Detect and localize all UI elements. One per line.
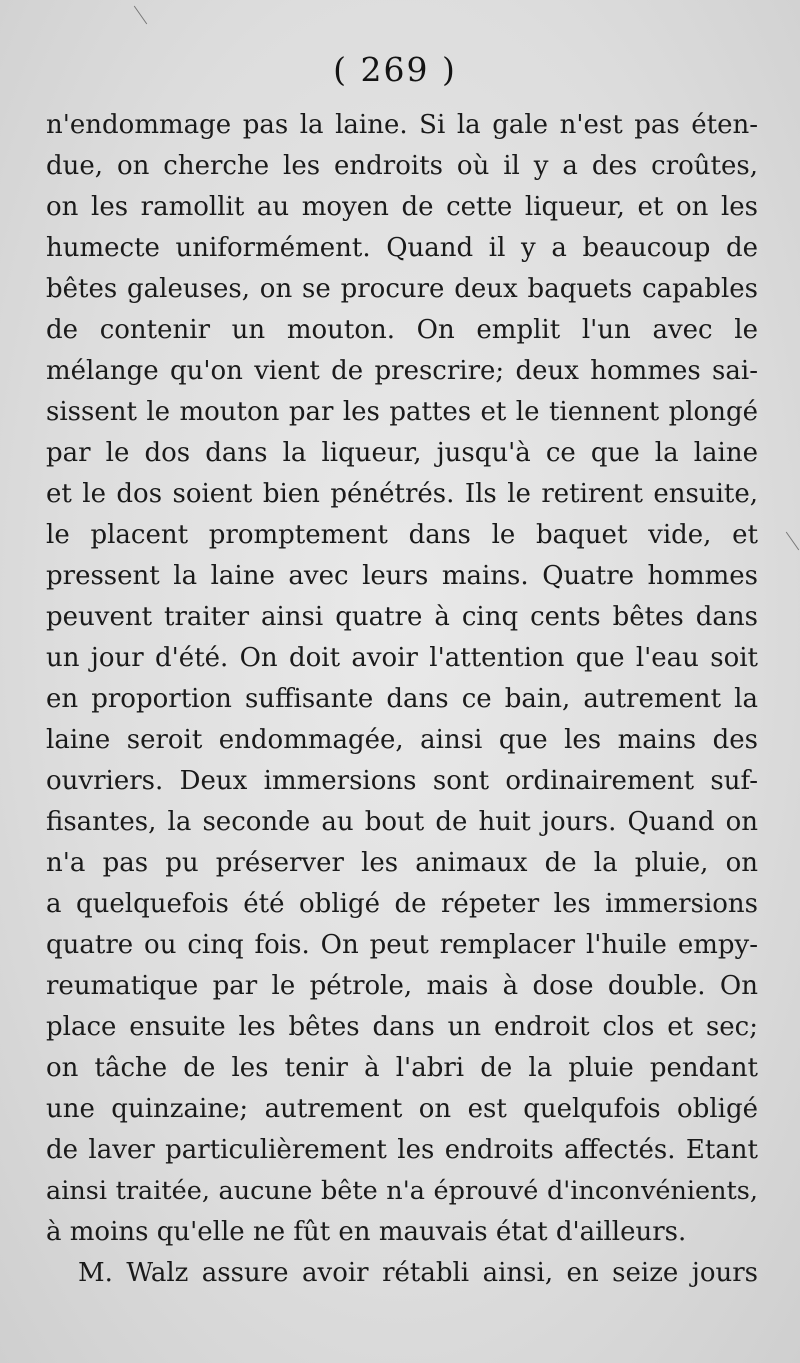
- text-line: sissent le mouton par les pattes et le tiennent plongé: [46, 397, 758, 427]
- text-line: n'endommage pas la laine. Si la gale n'est pas éten-: [46, 110, 758, 140]
- text-line: mélange qu'on vient de prescrire; deux hommes sai-: [46, 356, 758, 386]
- text-line: ainsi traitée, aucune bête n'a éprouvé d'inconvénients,: [46, 1176, 758, 1206]
- text-line: une quinzaine; autrement on est quelqufois obligé: [46, 1094, 758, 1124]
- text-line: laine seroit endommagée, ainsi que les mains des: [46, 725, 758, 755]
- text-line: due, on cherche les endroits où il y a des croûtes,: [46, 151, 758, 181]
- text-line: fisantes, la seconde au bout de huit jours. Quand on: [46, 807, 758, 837]
- text-line: le placent promptement dans le baquet vide, et: [46, 520, 758, 550]
- text-line: reumatique par le pétrole, mais à dose double. On: [46, 971, 758, 1001]
- text-line: ouvriers. Deux immersions sont ordinairement suf-: [46, 766, 758, 796]
- page-number: ( 269 ): [333, 50, 457, 89]
- text-line: et le dos soient bien pénétrés. Ils le retirent ensuite,: [46, 479, 758, 509]
- body-text: [46, 105, 758, 1294]
- text-line: pressent la laine avec leurs mains. Quatre hommes: [46, 561, 758, 591]
- text-line: bêtes galeuses, on se procure deux baquets capables: [46, 274, 758, 304]
- scan-mark: [786, 532, 799, 551]
- text-line: on les ramollit au moyen de cette liqueur, et on les: [46, 192, 758, 222]
- text-line: a quelquefois été obligé de répeter les immersions: [46, 889, 758, 919]
- text-line: par le dos dans la liqueur, jusqu'à ce que la laine: [46, 438, 758, 468]
- text-line: en proportion suffisante dans ce bain, autrement la: [46, 684, 758, 714]
- text-line: un jour d'été. On doit avoir l'attention que l'eau soit: [46, 643, 758, 673]
- text-line: humecte uniformément. Quand il y a beaucoup de: [46, 233, 758, 263]
- text-line: de contenir un mouton. On emplit l'un avec le: [46, 315, 758, 345]
- text-line: peuvent traiter ainsi quatre à cinq cents bêtes dans: [46, 602, 758, 632]
- text-line: à moins qu'elle ne fût en mauvais état d'ailleurs.: [46, 1217, 687, 1247]
- text-line: de laver particulièrement les endroits affectés. Etant: [46, 1135, 758, 1165]
- scan-mark: [134, 6, 147, 25]
- text-line: quatre ou cinq fois. On peut remplacer l'huile empy-: [46, 930, 758, 960]
- text-line: on tâche de les tenir à l'abri de la pluie pendant: [46, 1053, 758, 1083]
- text-line: place ensuite les bêtes dans un endroit clos et sec;: [46, 1012, 758, 1042]
- text-line: M. Walz assure avoir rétabli ainsi, en seize jours: [78, 1258, 758, 1288]
- text-line: n'a pas pu préserver les animaux de la pluie, on: [46, 848, 758, 878]
